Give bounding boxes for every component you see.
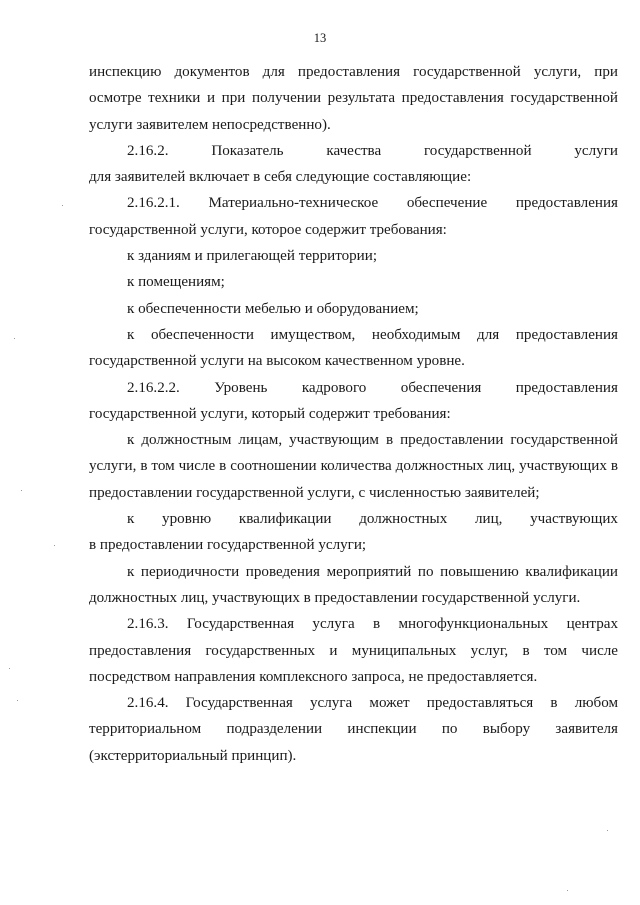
- paragraph-2-16-2-1-tail: государственной услуги, которое содержит требования:: [89, 221, 447, 238]
- clause-number: 2.16.2.1.: [127, 195, 180, 212]
- requirement-item-furniture: к обеспеченности мебелью и оборудованием;: [127, 300, 419, 317]
- scan-speck: [14, 338, 15, 339]
- scan-speck: [607, 830, 608, 831]
- word: предоставления: [515, 195, 618, 212]
- word: кадрового: [301, 379, 367, 396]
- word: качества: [326, 142, 382, 159]
- requirement-item-training: к периодичности проведения мероприятий по повышению квалификации должностных лиц, участвующих в предоставлении государственной услуги.: [89, 563, 618, 606]
- paragraph-2-16-2-tail: для заявителей включает в себя следующие составляющие:: [89, 169, 472, 186]
- word: предоставления: [515, 379, 618, 396]
- paragraph-continuation: инспекцию документов для предоставления государственной услуги, при осмотре техники и при получении результата предоставления государственной услуги заявителем непосредственно).: [89, 64, 618, 133]
- paragraph-2-16-4: 2.16.4. Государственная услуга может предоставляться в любом территориальном подразделении инспекции по выбору заявителя (экстерриториальный принцип).: [89, 695, 618, 764]
- word: лиц,: [474, 511, 503, 528]
- word: Материально-техническое: [208, 195, 379, 212]
- word: Показатель: [211, 142, 284, 159]
- word: должностных: [359, 511, 448, 528]
- word: государственной: [423, 142, 532, 159]
- paragraph-2-16-2-2-tail: государственной услуги, который содержит требования:: [89, 405, 451, 422]
- requirement-item-qualification-tail: в предоставлении государственной услуги;: [89, 537, 367, 554]
- word: квалификации: [238, 511, 332, 528]
- requirement-item-qualification-heading: [89, 506, 618, 532]
- paragraph-2-16-2-1-heading: [89, 190, 618, 216]
- requirement-item-rooms: к помещениям;: [127, 274, 225, 291]
- requirement-item-property: к обеспеченности имуществом, необходимым для предоставления государственной услуги на высоком качественном уровне.: [89, 326, 618, 370]
- word: обеспечения: [400, 379, 482, 396]
- scan-speck: [17, 700, 18, 701]
- clause-number: 2.16.2.: [127, 142, 169, 159]
- document-body: [89, 59, 618, 769]
- scan-speck: [9, 668, 10, 669]
- scan-speck: [21, 490, 22, 491]
- paragraph-2-16-3: 2.16.3. Государственная услуга в многофункциональных центрах предоставления государственных и муниципальных услуг, в том числе посредством направления комплексного запроса, не предоставляется.: [89, 616, 618, 685]
- scan-speck: [567, 890, 568, 891]
- word: услуги: [574, 142, 618, 159]
- paragraph-2-16-2-heading: [89, 138, 618, 164]
- requirement-item-officials: к должностным лицам, участвующим в предоставлении государственной услуги, в том числе в соотношении количества должностных лиц, участвующих в предоставлении государственной услуги, с численностью заявителей;: [89, 432, 618, 501]
- word: участвующих: [530, 511, 618, 528]
- requirement-item-buildings: к зданиям и прилегающей территории;: [127, 248, 378, 265]
- scan-speck: [62, 205, 63, 206]
- word: к: [127, 511, 135, 528]
- clause-number: 2.16.2.2.: [127, 379, 180, 396]
- paragraph-2-16-2-2-heading: [89, 375, 618, 401]
- scan-speck: [54, 545, 55, 546]
- word: Уровень: [214, 379, 268, 396]
- word: уровню: [162, 511, 212, 528]
- page-number: 13: [313, 31, 327, 45]
- word: обеспечение: [406, 195, 488, 212]
